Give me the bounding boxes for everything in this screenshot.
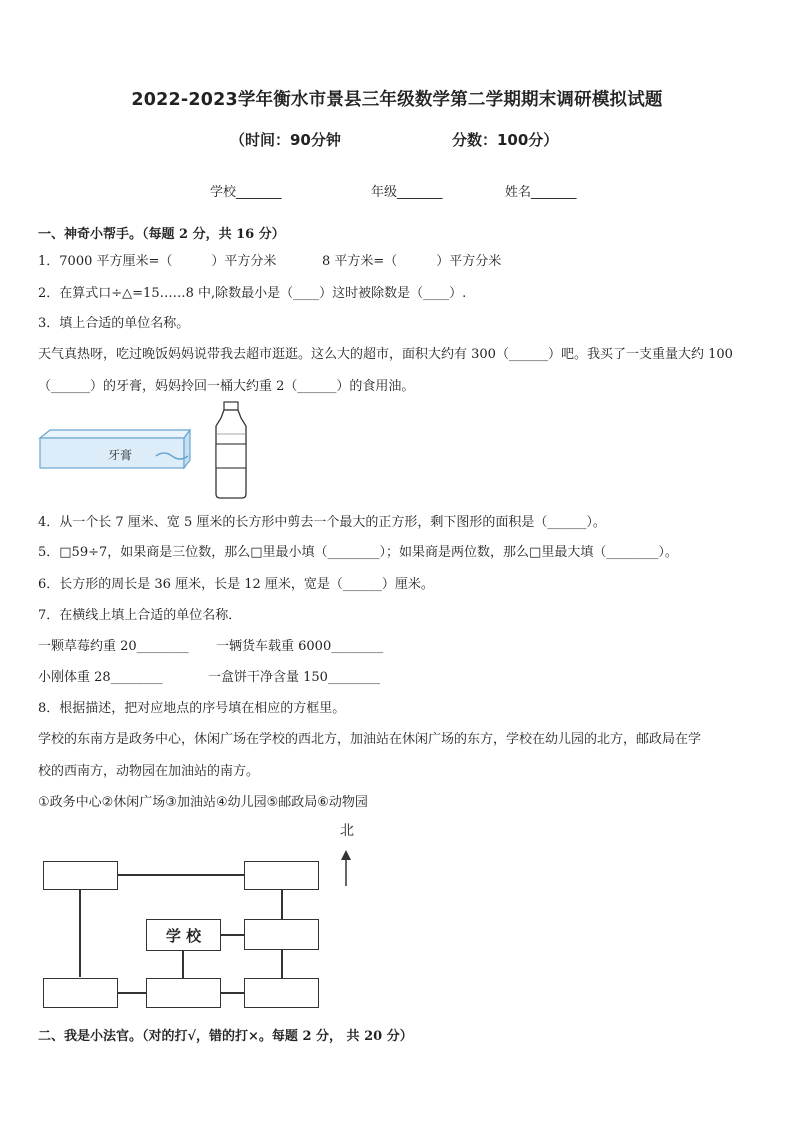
question-8: 8．根据描述，把对应地点的序号填在相应的方框里。 [38,701,346,716]
page-title: 2022-2023学年衡水市景县三年级数学第二学期期末调研模拟试题 [131,90,663,110]
question-7d: 一盒饼干净含量 150________ [208,670,380,685]
question-3-text-1: 天气真热呀，吃过晚饭妈妈说带我去超市逛逛。这么大的超市，面积大约有 300（______）吧。我买了一支重量大约 100 [38,347,733,362]
school-box: 学 校 [146,919,221,951]
map-line [182,950,184,978]
question-8-options: ①政务中心②休闲广场③加油站④幼儿园⑤邮政局⑥动物园 [38,795,368,810]
map-line [117,992,147,994]
question-1b: 8 平方米=（ ）平方分米 [322,254,502,269]
question-7b: 一辆货车载重 6000________ [216,639,384,654]
section2-heading: 二、我是小法官。（对的打√，错的打×。每题 2 分， 共 20 分） [38,1029,413,1044]
question-8-text-2: 校的西南方，动物园在加油站的南方。 [38,764,260,779]
grade-field[interactable]: 年级_______ [371,185,443,200]
section1-heading: 一、神奇小帮手。（每题 2 分，共 16 分） [38,227,285,242]
question-6: 6．长方形的周长是 36 厘米，长是 12 厘米，宽是（______）厘米。 [38,577,434,592]
school-field[interactable]: 学校_______ [210,185,282,200]
question-2: 2．在算式口÷△=15……8 中,除数最小是（____）这时被除数是（____）. [38,286,467,301]
answer-box-south[interactable] [146,978,221,1008]
map-line [281,949,283,978]
question-3-text-2: （______）的牙膏，妈妈拎回一桶大约重 2（______）的食用油。 [38,379,415,394]
question-4: 4．从一个长 7 厘米、宽 5 厘米的长方形中剪去一个最大的正方形，剩下图形的面积是（______）。 [38,515,606,530]
answer-box-east[interactable] [244,919,319,950]
north-label: 北 [340,823,354,839]
question-7a: 一颗草莓约重 20________ [38,639,189,654]
map-line [79,889,81,977]
map-line [220,934,244,936]
exam-time: （时间：90分钟 [230,131,341,149]
map-line [117,874,244,876]
answer-box-northeast[interactable] [244,861,319,890]
answer-box-southwest[interactable] [43,978,118,1008]
question-8-text-1: 学校的东南方是政务中心，休闲广场在学校的西北方，加油站在休闲广场的东方，学校在幼儿园的北方，邮政局在学 [38,732,702,747]
question-1a: 1．7000 平方厘米=（ ）平方分米 [38,254,277,269]
answer-box-northwest[interactable] [43,861,118,890]
question-7c: 小刚体重 28________ [38,670,163,685]
question-7: 7．在横线上填上合适的单位名称． [38,608,242,623]
toothpaste-label: 牙膏 [108,448,133,462]
name-field[interactable]: 姓名_______ [505,185,577,200]
exam-score: 分数：100分） [452,131,559,149]
answer-box-southeast[interactable] [244,978,319,1008]
question-5: 5．□59÷7，如果商是三位数，那么□里最小填（________）；如果商是两位数，那么□里最大填（________）。 [38,545,678,560]
north-arrow-icon [339,848,353,888]
map-line [220,992,244,994]
map-line [281,889,283,919]
oil-bottle-image [208,400,254,500]
question-3: 3．填上合适的单位名称。 [38,316,190,331]
